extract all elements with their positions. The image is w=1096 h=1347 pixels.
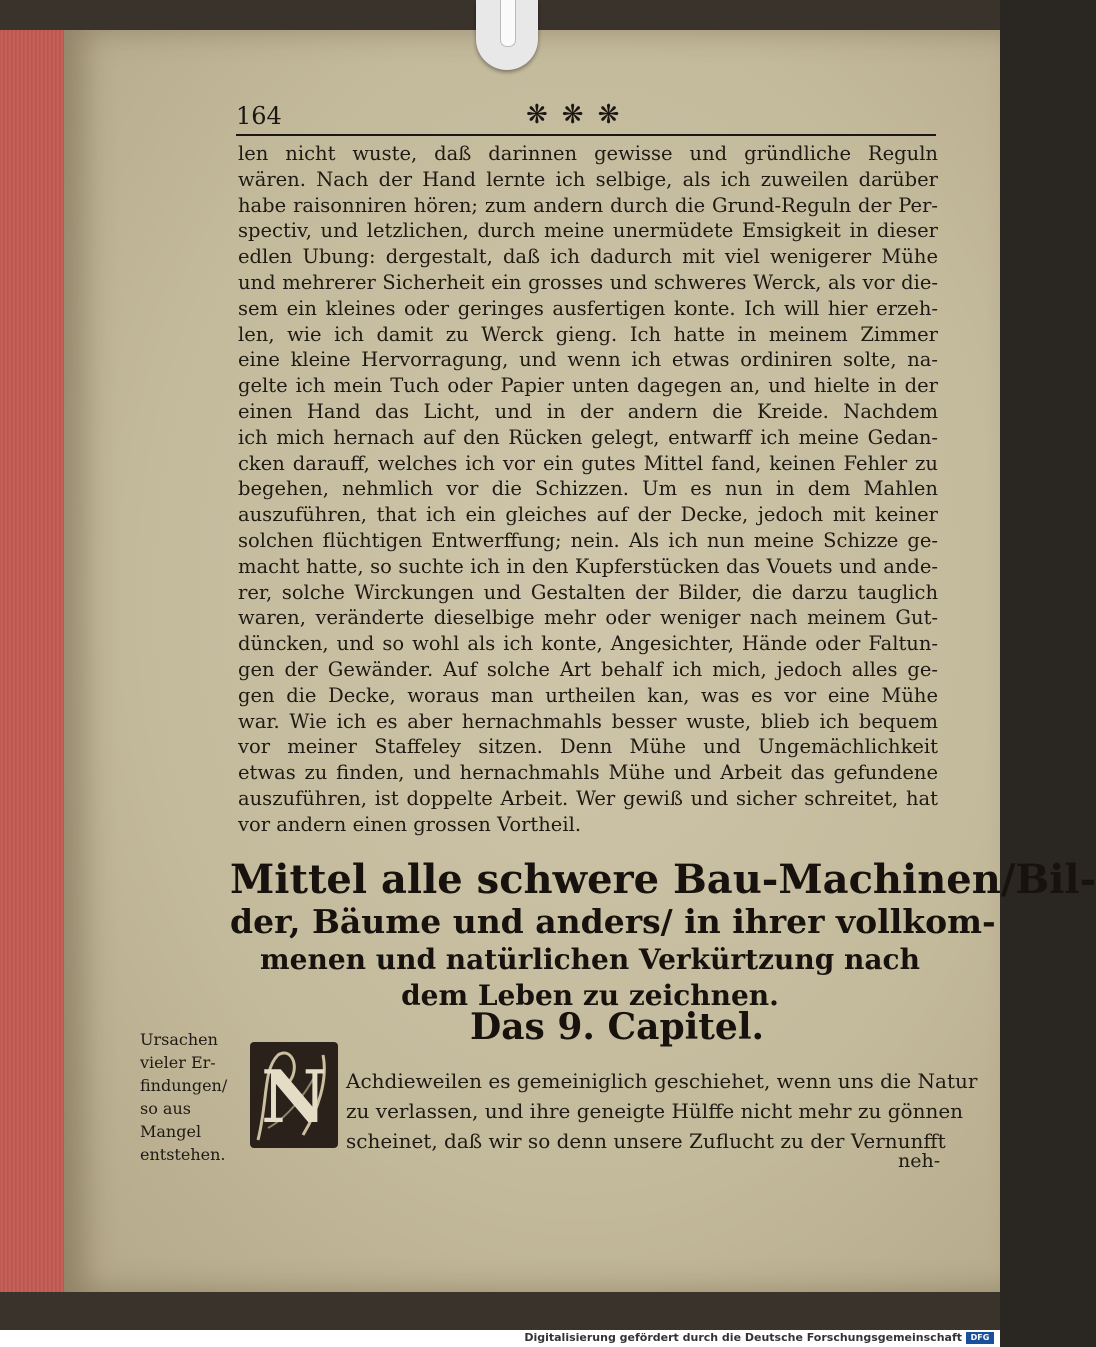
opening-text — [346, 1066, 978, 1156]
text-line: etwas zu finden, und hernachmahls Mühe und Arbeit das gefundene — [238, 761, 938, 785]
text-line: len, wie ich damit zu Werck gieng. Ich hatte in meinem Zimmer — [238, 322, 938, 346]
margin-note-line: findungen/ — [140, 1076, 228, 1095]
text-line: solchen flüchtigen Entwerffung; nein. Als ich nun meine Schizze ge- — [238, 528, 938, 552]
page-header — [236, 100, 936, 136]
bookmark-slot — [500, 0, 516, 47]
heading-line: dem Leben zu zeichnen. — [401, 979, 779, 1012]
body-text — [238, 141, 938, 838]
text-line: düncken, und so wohl als ich konte, Angesichter, Hände oder Faltun- — [238, 632, 938, 656]
text-line: wären. Nach der Hand lernte ich selbige, als ich zuweilen darüber — [238, 167, 938, 191]
margin-note-line: Mangel — [140, 1122, 202, 1141]
text-line: ich mich hernach auf den Rücken gelegt, entwarff ich meine Gedan- — [238, 425, 938, 449]
text-line: und mehrerer Sicherheit ein grosses und schweres Werck, als vor die- — [238, 270, 938, 294]
text-line: begehen, nehmlich vor die Schizzen. Um es nun in dem Mahlen — [238, 477, 938, 501]
text-line: auszuführen, ist doppelte Arbeit. Wer gewiß und sicher schreitet, hat — [238, 786, 938, 810]
footer-bar — [0, 1330, 1000, 1347]
opening-line: scheinet, daß wir so denn unsere Zuflucht zu der Vernunfft — [346, 1129, 946, 1153]
text-line: vor meiner Staffeley sitzen. Denn Mühe und Ungemächlichkeit — [238, 735, 938, 759]
text-line: eine kleine Hervorragung, und wenn ich etwas ordiniren solte, na- — [238, 348, 938, 372]
header-ornament: ❋❋❋ — [526, 100, 634, 130]
opening-line: Achdieweilen es gemeiniglich geschiehet, wenn uns die Natur — [346, 1069, 978, 1093]
catchword: neh- — [898, 1150, 941, 1172]
text-line: spectiv, und letzlichen, durch meine unermüdete Emsigkeit in dieser — [238, 219, 938, 243]
book-page-edges — [0, 30, 68, 1292]
header-rule — [236, 134, 936, 136]
text-line: cken darauff, welches ich vor ein gutes Mittel fand, keinen Fehler zu — [238, 451, 938, 475]
margin-note-line: so aus — [140, 1099, 191, 1118]
text-line: gelte ich mein Tuch oder Papier unten dagegen an, und hielte in der — [238, 374, 938, 398]
opening-line: zu verlassen, und ihre geneigte Hülffe nicht mehr zu gönnen — [346, 1099, 964, 1123]
dfg-logo-icon: DFG — [966, 1332, 994, 1344]
text-line: sem ein kleines oder geringes ausfertigen konte. Ich will hier erzeh- — [238, 296, 938, 320]
bookmark-clip-icon — [476, 0, 538, 70]
text-line: war. Wie ich es aber hernachmahls besser wuste, blieb ich bequem — [238, 709, 938, 733]
text-line: gen die Decke, woraus man urtheilen kan, was es vor eine Mühe — [238, 683, 938, 707]
margin-note-line: vieler Er- — [140, 1053, 216, 1072]
text-line: einen Hand das Licht, und in der andern die Kreide. Nachdem — [238, 399, 938, 423]
initial-letter: N — [261, 1054, 327, 1139]
margin-note-line: Ursachen — [140, 1030, 218, 1049]
text-line: auszuführen, that ich ein gleiches auf der Decke, jedoch mit keiner — [238, 503, 938, 527]
footer-credit: Digitalisierung gefördert durch die Deutsche Forschungsgemeinschaft — [524, 1331, 962, 1344]
chapter-title: Das 9. Capitel. — [470, 1006, 765, 1048]
text-line: macht hatte, so suchte ich in den Kupferstücken das Vouets und ande- — [238, 554, 938, 578]
text-line: vor andern einen grossen Vortheil. — [238, 812, 582, 836]
text-line: edlen Ubung: dergestalt, daß ich dadurch mit viel wenigerer Mühe — [238, 245, 938, 269]
heading-line: Mittel alle schwere Bau-Machinen/Bil- — [230, 856, 1096, 903]
page-number: 164 — [236, 102, 282, 130]
heading-line: der, Bäume und anders/ in ihrer vollkom- — [230, 902, 996, 941]
text-line: rer, solche Wirckungen und Gestalten der Bilder, die darzu tauglich — [238, 580, 938, 604]
text-line: habe raisonniren hören; zum andern durch die Grund-Reguln der Per- — [238, 193, 938, 217]
margin-note — [140, 1028, 240, 1166]
decorated-initial-icon — [248, 1040, 340, 1150]
text-line: waren, veränderte dieselbige mehr oder weniger nach meinem Gut- — [238, 606, 938, 630]
text-line: gen der Gewänder. Auf solche Art behalf ich mich, jedoch alles ge- — [238, 657, 938, 681]
text-line: len nicht wuste, daß darinnen gewisse und gründliche Reguln — [238, 142, 938, 165]
chapter-heading — [230, 856, 1096, 1014]
heading-line: menen und natürlichen Verkürtzung nach — [260, 943, 920, 976]
margin-note-line: entstehen. — [140, 1145, 226, 1164]
